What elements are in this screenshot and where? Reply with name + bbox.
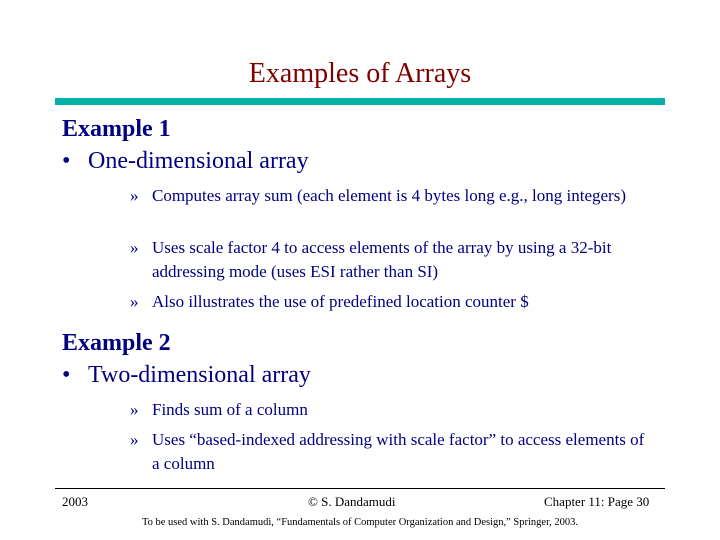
example-2-heading: Example 2 — [62, 330, 171, 356]
example-2-bullet-text: Two-dimensional array — [88, 362, 311, 388]
footer-divider — [55, 488, 665, 489]
example-2-point-1: » Finds sum of a column — [130, 398, 650, 422]
example-1-heading: Example 1 — [62, 116, 171, 142]
chevron-icon: » — [130, 238, 139, 257]
chevron-icon: » — [130, 430, 139, 449]
bullet-icon: • — [62, 362, 71, 388]
example-1-point-3: » Also illustrates the use of predefined location counter $ — [130, 290, 650, 314]
bullet-icon: • — [62, 148, 71, 174]
footer-citation: To be used with S. Dandamudi, “Fundamentals of Computer Organization and Design,” Springer, 2003. — [141, 517, 579, 528]
footer-year: 2003 — [62, 494, 88, 509]
example-1-bullet — [62, 148, 309, 175]
example-2-bullet — [62, 362, 311, 389]
chevron-icon: » — [130, 186, 139, 205]
title-divider — [55, 98, 665, 105]
example-1-point-1: » Computes array sum (each element is 4 bytes long e.g., long integers) — [130, 184, 650, 208]
example-1-point-2: » Uses scale factor 4 to access elements of the array by using a 32-bit addressing mode (uses ESI rather than SI) — [130, 238, 612, 281]
slide-title: Examples of Arrays — [248, 58, 472, 89]
example-1-bullet-text: One-dimensional array — [88, 148, 309, 174]
footer-page-number: Chapter 11: Page 30 — [544, 494, 650, 509]
example-2-point-2: » Uses “based-indexed addressing with scale factor” to access elements of a column — [130, 430, 645, 473]
footer-author: © S. Dandamudi — [308, 494, 396, 509]
chevron-icon: » — [130, 292, 139, 311]
chevron-icon: » — [130, 400, 139, 419]
